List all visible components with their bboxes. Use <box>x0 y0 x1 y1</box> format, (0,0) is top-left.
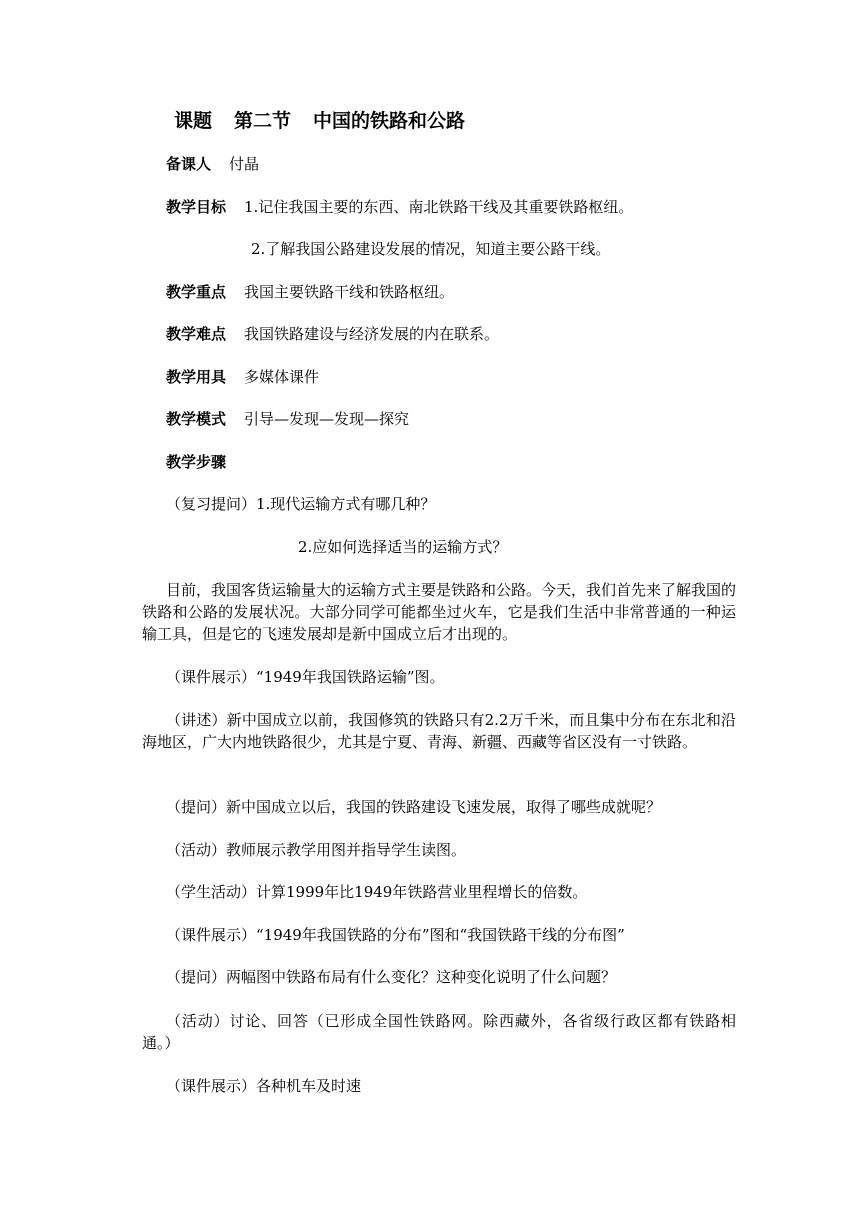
lecture-paragraph: （讲述）新中国成立以前，我国修筑的铁路只有2.2万千米，而且集中分布在东北和沿海地区，广大内地铁路很少，尤其是宁夏、青海、新疆、西藏等省区没有一寸铁路。 <box>142 711 736 751</box>
courseware-1: （课件展示）“1949年我国铁路运输”图。 <box>166 668 445 686</box>
activity-1: （活动）教师展示教学用图并指导学生读图。 <box>166 841 467 859</box>
mode-label: 教学模式 <box>166 410 227 428</box>
goal-2: 2.了解我国公路建设发展的情况，知道主要公路干线。 <box>251 240 611 258</box>
courseware-2: （课件展示）“1949年我国铁路的分布”图和“我国铁路干线的分布图” <box>166 926 625 944</box>
goal-1: 1.记住我国主要的东西、南北铁路干线及其重要铁路枢纽。 <box>244 198 634 216</box>
goals-label: 教学目标 <box>166 198 227 216</box>
goals-row <box>166 197 633 217</box>
review-question-2: 2.应如何选择适当的运输方式？ <box>298 538 508 556</box>
key-value: 我国主要铁路干线和铁路枢纽。 <box>244 283 455 301</box>
title-label: 课题 <box>174 110 213 132</box>
steps-label: 教学步骤 <box>166 453 227 471</box>
steps-row <box>166 452 226 472</box>
intro-paragraph: 目前，我国客货运输量大的运输方式主要是铁路和公路。今天，我们首先来了解我国的铁路和公路的发展状况。大部分同学可能都坐过火车，它是我们生活中非常普通的一种运输工具，但是它的飞速发展却是新中国成立后才出现的。 <box>142 581 737 643</box>
review-question-1: （复习提问）1.现代运输方式有哪几种？ <box>166 495 436 513</box>
preparer-row <box>166 154 259 174</box>
difficulty-label: 教学难点 <box>166 325 227 343</box>
difficulty-row <box>166 324 499 344</box>
title-section: 第二节 <box>234 110 292 132</box>
courseware-3: （课件展示）各种机车及时速 <box>166 1077 362 1095</box>
question-2: （提问）两幅图中铁路布局有什么变化？这种变化说明了什么问题？ <box>166 968 617 986</box>
preparer-label: 备课人 <box>166 155 212 173</box>
key-label: 教学重点 <box>166 283 227 301</box>
student-activity: （学生活动）计算1999年比1949年铁路营业里程增长的倍数。 <box>166 883 588 901</box>
question-1: （提问）新中国成立以后，我国的铁路建设飞速发展，取得了哪些成就呢？ <box>166 798 662 816</box>
preparer-value: 付晶 <box>229 155 260 173</box>
difficulty-value: 我国铁路建设与经济发展的内在联系。 <box>244 325 500 343</box>
mode-row <box>166 409 409 429</box>
title-name: 中国的铁路和公路 <box>313 110 466 132</box>
tools-value: 多媒体课件 <box>244 368 320 386</box>
lesson-title <box>174 106 465 133</box>
tools-label: 教学用具 <box>166 368 227 386</box>
activity-2-paragraph: （活动）讨论、回答（已形成全国性铁路网。除西藏外，各省级行政区都有铁路相通。） <box>142 1012 736 1052</box>
tools-row <box>166 367 319 387</box>
mode-value: 引导—发现—发现—探究 <box>244 410 410 428</box>
key-row <box>166 282 454 302</box>
